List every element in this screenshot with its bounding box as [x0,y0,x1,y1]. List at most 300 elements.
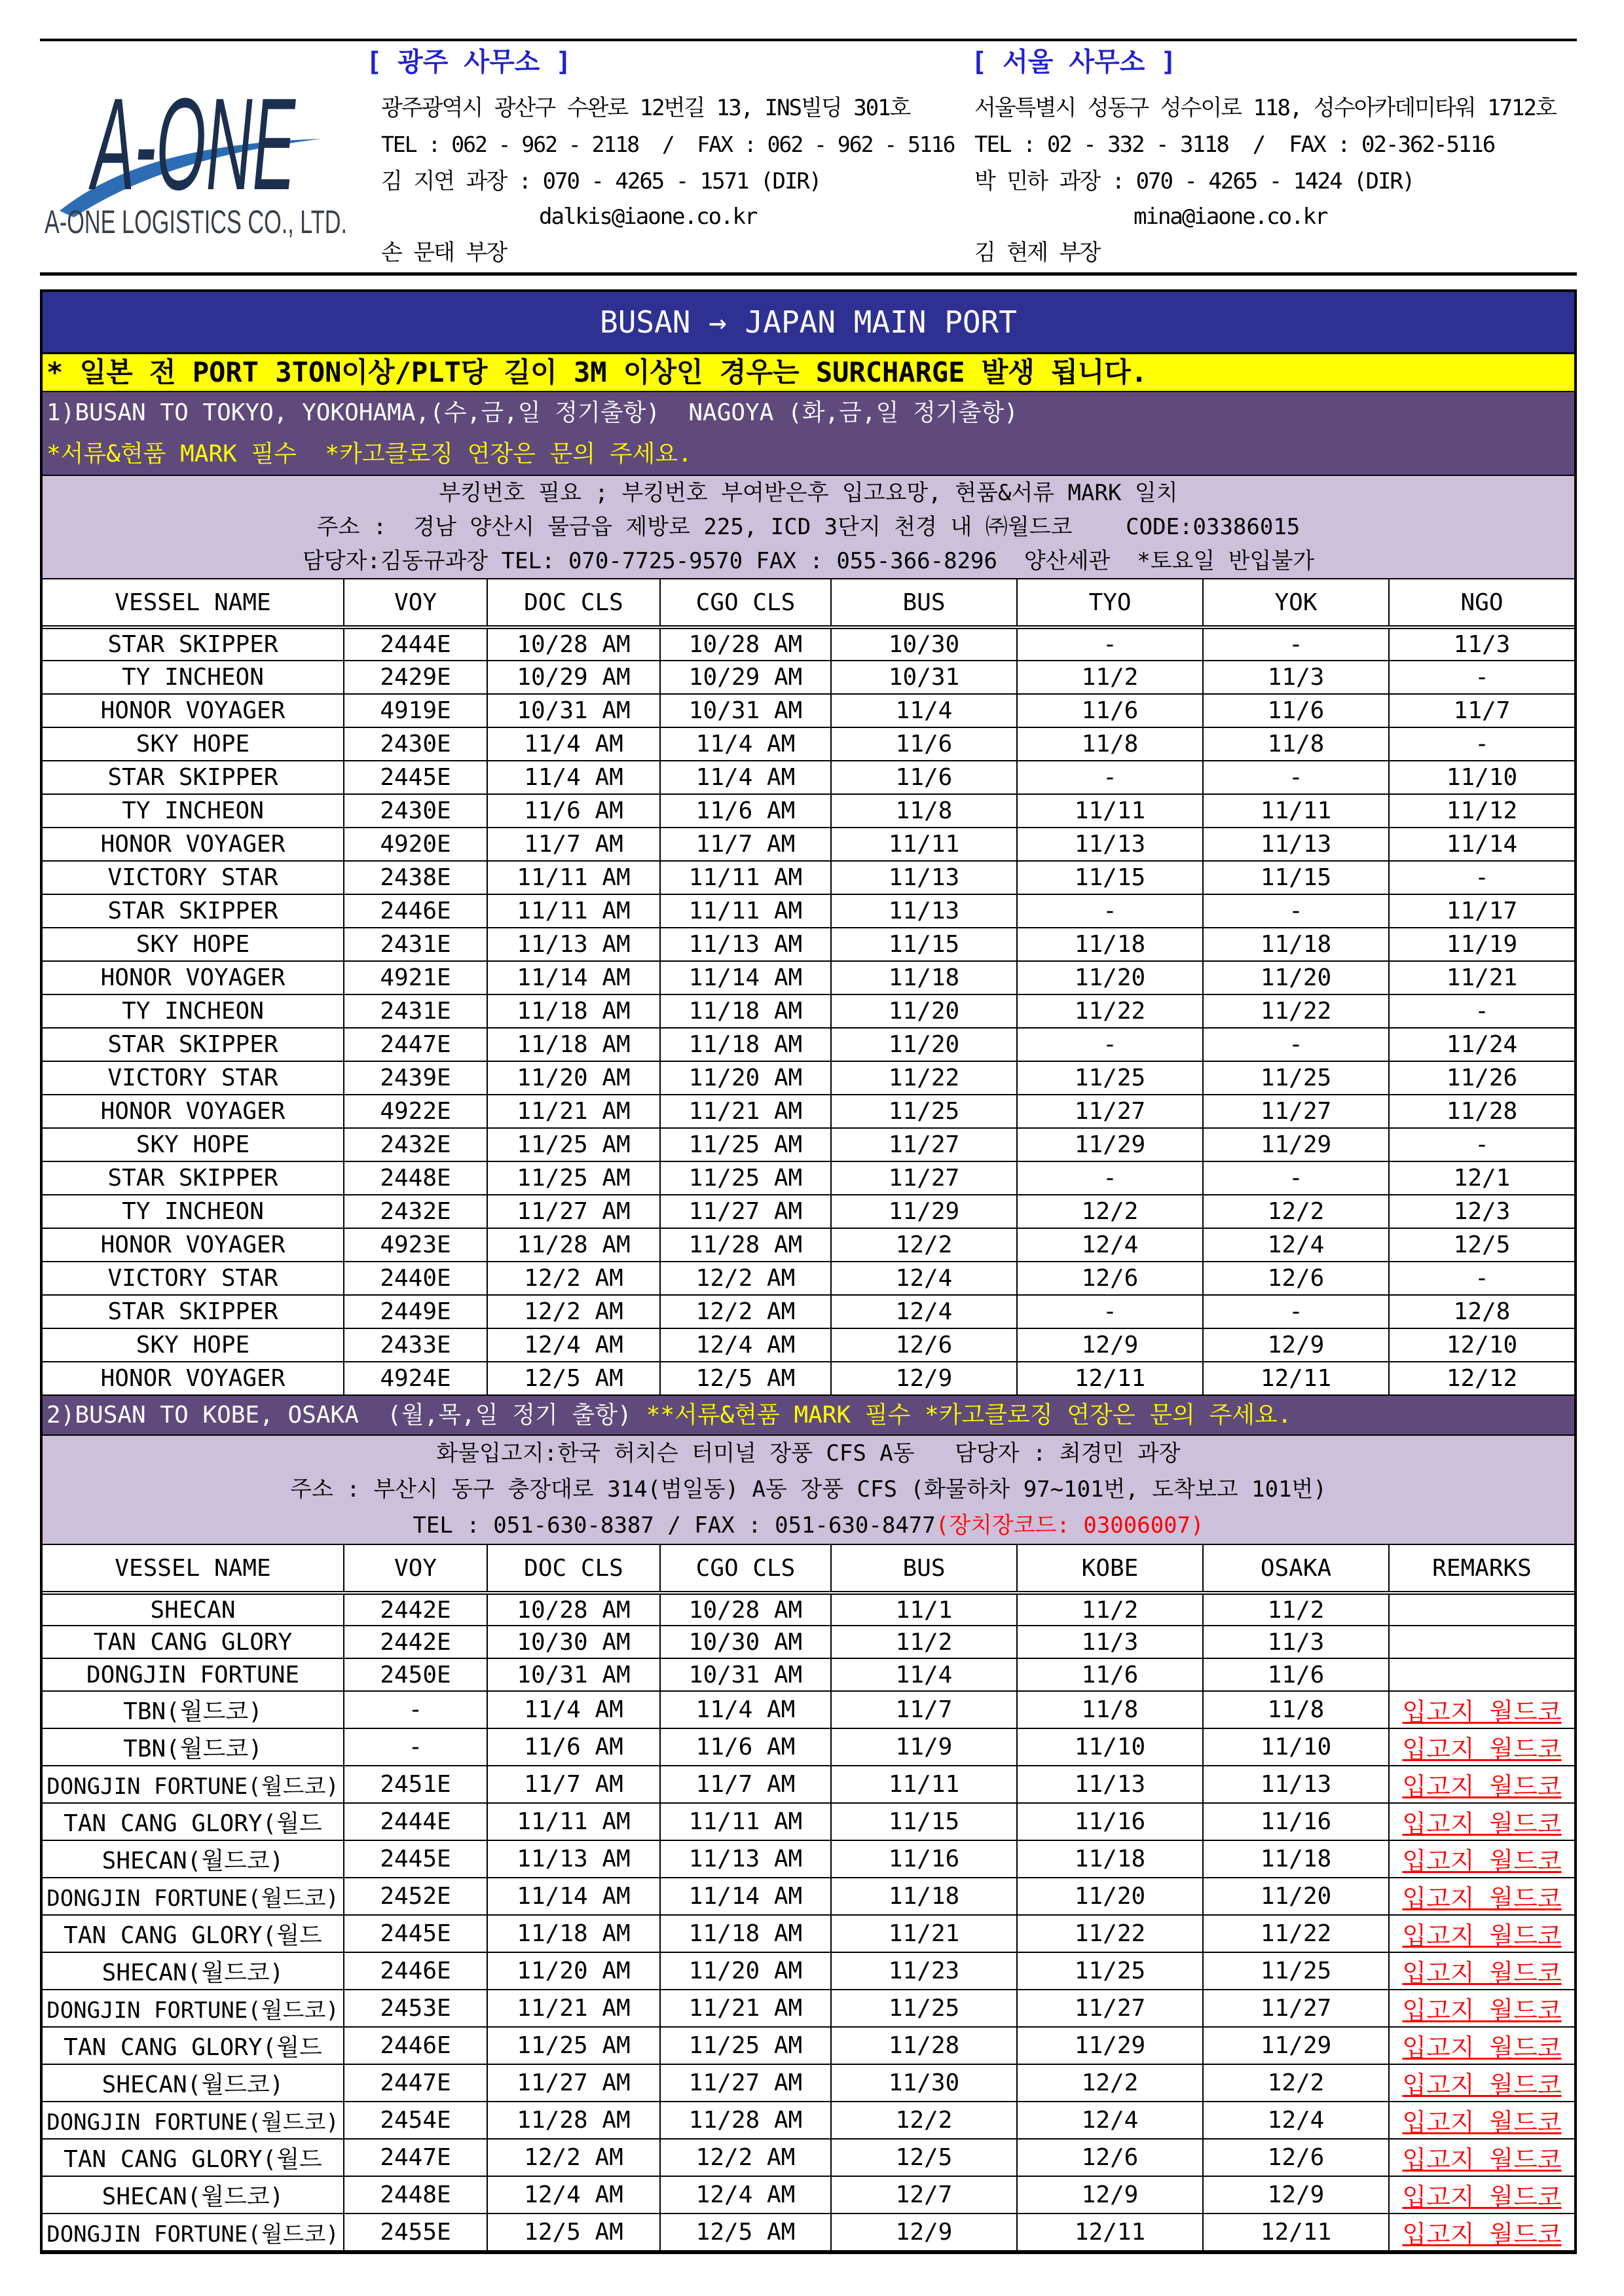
doc-closing-cell: 11/25 AM [487,2027,660,2064]
busan-date-cell: 12/9 [831,2214,1017,2251]
kobe-date-cell: 12/2 [1017,2064,1203,2102]
cargo-closing-cell: 12/5 AM [660,1362,831,1395]
vessel-name-cell: VICTORY STAR [43,1262,344,1295]
busan-date-cell: 11/28 [831,2027,1017,2064]
doc-closing-cell: 11/13 AM [487,1840,660,1878]
busan-date-cell: 11/22 [831,1061,1017,1095]
osaka-date-cell: 12/6 [1203,2139,1389,2176]
busan-date-cell: 11/29 [831,1195,1017,1228]
kobe-date-cell: 11/18 [1017,1840,1203,1878]
yokohama-date-cell: 12/9 [1203,1328,1389,1362]
kobe-date-cell: 11/2 [1017,1593,1203,1626]
doc-closing-cell: 10/31 AM [487,1658,660,1691]
yokohama-date-cell: 11/27 [1203,1095,1389,1128]
doc-closing-cell: 12/2 AM [487,2139,660,2176]
doc-closing-cell: 11/27 AM [487,2064,660,2102]
osaka-date-cell: 11/29 [1203,2027,1389,2064]
schedule-row [43,794,1574,828]
remarks-cell: 입고지 월드코 [1389,1952,1574,1990]
busan-date-cell: 11/8 [831,794,1017,828]
section1-heading: 1)BUSAN TO TOKYO, YOKOHAMA,(수,금,일 정기출항) NAGOYA (화,금,일 정기출항) [43,392,1574,433]
seoul-office-title: [ 서울 사무소 ] [971,47,1177,77]
cargo-closing-cell: 12/5 AM [660,2214,831,2251]
voyage-cell: - [344,1728,487,1766]
kobe-date-cell: 11/13 [1017,1766,1203,1803]
section1-address-info: 주소 : 경남 양산시 물금읍 제방로 225, ICD 3단지 천경 내 ㈜월드코 CODE:03386015 [316,514,1301,540]
voyage-cell: 2446E [344,2027,487,2064]
doc-closing-cell: 10/30 AM [487,1626,660,1658]
tokyo-date-cell: 12/9 [1017,1328,1203,1362]
voyage-cell: 2432E [344,1195,487,1228]
schedule-row [43,1593,1574,1626]
doc-closing-cell: 11/4 AM [487,727,660,761]
schedule-row [43,1095,1574,1128]
doc-closing-cell: 11/11 AM [487,861,660,894]
busan-date-cell: 11/4 [831,694,1017,727]
seoul-office-contact: 박 민하 과장 : 070 - 4265 - 1424 (DIR) [974,168,1414,194]
busan-date-cell: 12/9 [831,1362,1017,1395]
voyage-cell: 4924E [344,1362,487,1395]
busan-date-cell: 11/6 [831,761,1017,794]
gwangju-office-title: [ 광주 사무소 ] [366,47,572,77]
schedule-row [43,1128,1574,1161]
tokyo-date-cell: - [1017,1161,1203,1195]
nagoya-date-cell: 12/1 [1389,1161,1574,1195]
doc-closing-cell: 11/7 AM [487,1766,660,1803]
voyage-cell: 2455E [344,2214,487,2251]
schedule-row [43,694,1574,727]
busan-date-cell: 11/13 [831,894,1017,928]
section2-heading-bar [43,1396,1574,1434]
schedule-row [43,1878,1574,1915]
osaka-date-cell: 12/2 [1203,2064,1389,2102]
vessel-name-cell: TBN(월드코) [43,1691,344,1728]
osaka-date-cell: 11/8 [1203,1691,1389,1728]
busan-date-cell: 11/21 [831,1915,1017,1952]
section2-address-info: 주소 : 부산시 동구 충장대로 314(범일동) A동 장풍 CFS (화물하차 97~101번, 도착보고 101번) [290,1476,1327,1503]
schedule-row [43,1328,1574,1362]
cargo-closing-cell: 11/18 AM [660,1028,831,1061]
section1-note: *서류&현품 MARK 필수 *카고클로징 연장은 문의 주세요. [43,433,1574,475]
nagoya-date-cell: - [1389,727,1574,761]
voyage-cell: 4922E [344,1095,487,1128]
cargo-closing-cell: 10/29 AM [660,661,831,694]
cargo-closing-cell: 12/4 AM [660,1328,831,1362]
busan-date-cell: 11/30 [831,2064,1017,2102]
cargo-closing-cell: 11/4 AM [660,761,831,794]
remarks-cell: 입고지 월드코 [1389,1878,1574,1915]
col-vessel-name: VESSEL NAME [43,579,344,627]
busan-date-cell: 11/4 [831,1658,1017,1691]
section1-booking-info: 부킹번호 필요 ; 부킹번호 부여받은후 입고요망, 현품&서류 MARK 일치 [439,480,1178,506]
yokohama-date-cell: - [1203,761,1389,794]
nagoya-date-cell: - [1389,661,1574,694]
tokyo-date-cell: 11/27 [1017,1095,1203,1128]
section2-note: **서류&현품 MARK 필수 *카고클로징 연장은 문의 주세요. [646,1402,1292,1429]
busan-date-cell: 11/18 [831,1878,1017,1915]
doc-closing-cell: 12/5 AM [487,2214,660,2251]
busan-date-cell: 11/25 [831,1095,1017,1128]
vessel-name-cell: SHECAN(월드코) [43,1952,344,1990]
vessel-name-cell: TAN CANG GLORY(월드 [43,2027,344,2064]
voyage-cell: 4920E [344,828,487,861]
voyage-cell: 2451E [344,1766,487,1803]
remarks-cell: 입고지 월드코 [1389,1803,1574,1840]
remarks-cell: 입고지 월드코 [1389,2176,1574,2214]
col-kobe: KOBE [1017,1544,1203,1593]
vessel-name-cell: TY INCHEON [43,661,344,694]
doc-closing-cell: 10/28 AM [487,627,660,661]
osaka-date-cell: 11/16 [1203,1803,1389,1840]
schedule-row [43,1803,1574,1840]
voyage-cell: 2444E [344,1803,487,1840]
busan-date-cell: 11/18 [831,961,1017,994]
voyage-cell: 2442E [344,1626,487,1658]
vessel-name-cell: DONGJIN FORTUNE(월드코) [43,1990,344,2027]
nagoya-date-cell: - [1389,861,1574,894]
kobe-date-cell: 11/10 [1017,1728,1203,1766]
cargo-closing-cell: 10/28 AM [660,1593,831,1626]
tokyo-date-cell: - [1017,894,1203,928]
cargo-closing-cell: 11/13 AM [660,1840,831,1878]
busan-date-cell: 11/16 [831,1840,1017,1878]
doc-closing-cell: 11/20 AM [487,1061,660,1095]
vessel-name-cell: SKY HOPE [43,1128,344,1161]
voyage-cell: - [344,1691,487,1728]
tokyo-date-cell: 11/18 [1017,928,1203,961]
cargo-closing-cell: 11/14 AM [660,1878,831,1915]
vessel-name-cell: TY INCHEON [43,994,344,1028]
busan-date-cell: 11/9 [831,1728,1017,1766]
vessel-name-cell: HONOR VOYAGER [43,1228,344,1262]
nagoya-date-cell: 11/17 [1389,894,1574,928]
yokohama-date-cell: 12/6 [1203,1262,1389,1295]
cargo-closing-cell: 10/28 AM [660,627,831,661]
remarks-cell [1389,1626,1574,1658]
nagoya-date-cell: - [1389,1262,1574,1295]
surcharge-notice: * 일본 전 PORT 3TON이상/PLT당 길이 3M 이상인 경우는 SURCHARGE 발생 됩니다. [43,354,1574,392]
column-header-row [43,1544,1574,1593]
schedule-row [43,661,1574,694]
doc-closing-cell: 11/7 AM [487,828,660,861]
nagoya-date-cell: 12/10 [1389,1328,1574,1362]
column-header-row [43,579,1574,627]
cargo-closing-cell: 11/25 AM [660,2027,831,2064]
schedule-row [43,894,1574,928]
busan-date-cell: 12/4 [831,1295,1017,1328]
doc-closing-cell: 10/28 AM [487,1593,660,1626]
gwangju-office-address: 광주광역시 광산구 수완로 12번길 13, INS빌딩 301호 [381,95,910,121]
busan-date-cell: 11/27 [831,1161,1017,1195]
busan-date-cell: 11/13 [831,861,1017,894]
kobe-date-cell: 12/4 [1017,2102,1203,2139]
cargo-closing-cell: 11/27 AM [660,2064,831,2102]
gwangju-office-phone: TEL : 062 - 962 - 2118 / FAX : 062 - 962 - 5116 [381,132,955,157]
vessel-name-cell: DONGJIN FORTUNE(월드코) [43,2214,344,2251]
remarks-cell: 입고지 월드코 [1389,2064,1574,2102]
voyage-cell: 2442E [344,1593,487,1626]
voyage-cell: 2446E [344,1952,487,1990]
tokyo-date-cell: 11/2 [1017,661,1203,694]
voyage-cell: 4919E [344,694,487,727]
busan-date-cell: 12/2 [831,1228,1017,1262]
yokohama-date-cell: 11/6 [1203,694,1389,727]
kobe-date-cell: 11/16 [1017,1803,1203,1840]
voyage-cell: 2448E [344,2176,487,2214]
header-bottom-rule [40,272,1577,276]
tokyo-date-cell: 11/22 [1017,994,1203,1028]
schedule-row [43,2102,1574,2139]
schedule-row [43,2214,1574,2251]
osaka-date-cell: 11/13 [1203,1766,1389,1803]
busan-date-cell: 11/20 [831,994,1017,1028]
yokohama-date-cell: - [1203,1161,1389,1195]
nagoya-date-cell: 11/19 [1389,928,1574,961]
nagoya-date-cell: - [1389,1128,1574,1161]
remarks-cell: 입고지 월드코 [1389,2214,1574,2251]
schedule-row [43,1061,1574,1095]
cargo-closing-cell: 11/20 AM [660,1952,831,1990]
busan-date-cell: 10/31 [831,661,1017,694]
kobe-date-cell: 11/25 [1017,1952,1203,1990]
vessel-name-cell: STAR SKIPPER [43,1161,344,1195]
vessel-name-cell: HONOR VOYAGER [43,1362,344,1395]
busan-date-cell: 10/30 [831,627,1017,661]
remarks-cell: 입고지 월드코 [1389,1766,1574,1803]
cargo-closing-cell: 10/31 AM [660,1658,831,1691]
voyage-cell: 4921E [344,961,487,994]
voyage-cell: 2449E [344,1295,487,1328]
remarks-cell: 입고지 월드코 [1389,2027,1574,2064]
col-cargo-closing: CGO CLS [660,579,831,627]
voyage-cell: 2431E [344,928,487,961]
schedule-row [43,828,1574,861]
cargo-closing-cell: 11/28 AM [660,1228,831,1262]
tokyo-date-cell: 11/6 [1017,694,1203,727]
schedule-row [43,2027,1574,2064]
seoul-office-phone: TEL : 02 - 332 - 3118 / FAX : 02-362-5116 [974,132,1495,158]
kobe-date-cell: 12/6 [1017,2139,1203,2176]
vessel-name-cell: SHECAN(월드코) [43,2176,344,2214]
voyage-cell: 2447E [344,2139,487,2176]
yokohama-date-cell: 11/29 [1203,1128,1389,1161]
gwangju-office-contact: 김 지연 과장 : 070 - 4265 - 1571 (DIR) [381,168,821,194]
doc-closing-cell: 12/4 AM [487,2176,660,2214]
doc-closing-cell: 11/6 AM [487,794,660,828]
vessel-name-cell: SHECAN [43,1593,344,1626]
kobe-date-cell: 12/11 [1017,2214,1203,2251]
vessel-name-cell: STAR SKIPPER [43,761,344,794]
tokyo-date-cell: 11/25 [1017,1061,1203,1095]
nagoya-date-cell: - [1389,994,1574,1028]
company-logo [40,65,367,262]
yokohama-date-cell: 12/4 [1203,1228,1389,1262]
tokyo-date-cell: - [1017,627,1203,661]
voyage-cell: 2438E [344,861,487,894]
seoul-office-email: mina@iaone.co.kr [1134,204,1327,230]
nagoya-date-cell: 11/12 [1389,794,1574,828]
schedule-row [43,2064,1574,2102]
doc-closing-cell: 11/4 AM [487,761,660,794]
voyage-cell: 4923E [344,1228,487,1262]
voyage-cell: 2440E [344,1262,487,1295]
vessel-name-cell: SKY HOPE [43,727,344,761]
doc-closing-cell: 11/18 AM [487,994,660,1028]
tokyo-date-cell: 12/11 [1017,1362,1203,1395]
osaka-date-cell: 11/22 [1203,1915,1389,1952]
busan-date-cell: 12/6 [831,1328,1017,1362]
remarks-cell: 입고지 월드코 [1389,1840,1574,1878]
nagoya-date-cell: 11/21 [1389,961,1574,994]
col-cargo-closing: CGO CLS [660,1544,831,1593]
col-yokohama: YOK [1203,579,1389,627]
voyage-cell: 2447E [344,1028,487,1061]
schedule-row [43,1766,1574,1803]
section2-warehouse-info: 화물입고지:한국 허치슨 터미널 장풍 CFS A동 담당자 : 최경민 과장 [436,1440,1181,1467]
voyage-cell: 2433E [344,1328,487,1362]
doc-closing-cell: 11/11 AM [487,1803,660,1840]
busan-date-cell: 11/11 [831,1766,1017,1803]
yokohama-date-cell: 11/25 [1203,1061,1389,1095]
schedule-row [43,1658,1574,1691]
remarks-cell: 입고지 월드코 [1389,1915,1574,1952]
cargo-closing-cell: 11/6 AM [660,1728,831,1766]
kobe-date-cell: 11/20 [1017,1878,1203,1915]
tokyo-date-cell: 11/13 [1017,828,1203,861]
cargo-closing-cell: 12/4 AM [660,2176,831,2214]
tokyo-date-cell: 11/11 [1017,794,1203,828]
vessel-name-cell: HONOR VOYAGER [43,1095,344,1128]
busan-date-cell: 12/5 [831,2139,1017,2176]
nagoya-date-cell: 11/7 [1389,694,1574,727]
voyage-cell: 2445E [344,1915,487,1952]
kobe-date-cell: 11/29 [1017,2027,1203,2064]
schedule-row [43,1840,1574,1878]
schedule-row [43,928,1574,961]
schedule-sheet [40,289,1577,2254]
doc-closing-cell: 11/14 AM [487,961,660,994]
nagoya-date-cell: 12/5 [1389,1228,1574,1262]
tokyo-date-cell: 12/4 [1017,1228,1203,1262]
cargo-closing-cell: 11/20 AM [660,1061,831,1095]
doc-closing-cell: 11/21 AM [487,1990,660,2027]
cargo-closing-cell: 11/25 AM [660,1161,831,1195]
doc-closing-cell: 11/28 AM [487,2102,660,2139]
cargo-closing-cell: 11/14 AM [660,961,831,994]
vessel-name-cell: TBN(월드코) [43,1728,344,1766]
voyage-cell: 2446E [344,894,487,928]
remarks-cell: 입고지 월드코 [1389,2102,1574,2139]
busan-date-cell: 11/7 [831,1691,1017,1728]
cargo-closing-cell: 11/11 AM [660,1803,831,1840]
schedule-row [43,1028,1574,1061]
section1-schedule-table [43,578,1574,1396]
vessel-name-cell: DONGJIN FORTUNE(월드코) [43,2102,344,2139]
schedule-row [43,994,1574,1028]
busan-date-cell: 11/15 [831,928,1017,961]
vessel-name-cell: TAN CANG GLORY [43,1626,344,1658]
doc-closing-cell: 11/28 AM [487,1228,660,1262]
schedule-row [43,2176,1574,2214]
tokyo-date-cell: 11/20 [1017,961,1203,994]
doc-closing-cell: 11/13 AM [487,928,660,961]
remarks-cell: 입고지 월드코 [1389,1990,1574,2027]
cargo-closing-cell: 10/30 AM [660,1626,831,1658]
vessel-name-cell: TAN CANG GLORY(월드 [43,1803,344,1840]
schedule-row [43,1990,1574,2027]
doc-closing-cell: 12/4 AM [487,1328,660,1362]
voyage-cell: 2448E [344,1161,487,1195]
osaka-date-cell: 11/25 [1203,1952,1389,1990]
busan-date-cell: 11/2 [831,1626,1017,1658]
schedule-row [43,1161,1574,1195]
cargo-closing-cell: 11/11 AM [660,894,831,928]
route-title: BUSAN → JAPAN MAIN PORT [43,292,1574,354]
section1-info [43,475,1574,578]
col-busan: BUS [831,1544,1017,1593]
col-voyage: VOY [344,579,487,627]
yokohama-date-cell: - [1203,894,1389,928]
busan-date-cell: 11/15 [831,1803,1017,1840]
vessel-name-cell: STAR SKIPPER [43,627,344,661]
osaka-date-cell: 11/27 [1203,1990,1389,2027]
remarks-cell: 입고지 월드코 [1389,2139,1574,2176]
yokohama-date-cell: 11/15 [1203,861,1389,894]
doc-closing-cell: 11/25 AM [487,1128,660,1161]
col-doc-closing: DOC CLS [487,1544,660,1593]
voyage-cell: 2429E [344,661,487,694]
cargo-closing-cell: 12/2 AM [660,1295,831,1328]
cargo-closing-cell: 12/2 AM [660,1262,831,1295]
tokyo-date-cell: 11/8 [1017,727,1203,761]
vessel-name-cell: HONOR VOYAGER [43,828,344,861]
schedule-row [43,627,1574,661]
col-vessel-name: VESSEL NAME [43,1544,344,1593]
doc-closing-cell: 11/27 AM [487,1195,660,1228]
vessel-name-cell: HONOR VOYAGER [43,961,344,994]
cargo-closing-cell: 11/4 AM [660,1691,831,1728]
doc-closing-cell: 11/6 AM [487,1728,660,1766]
voyage-cell: 2445E [344,1840,487,1878]
osaka-date-cell: 11/10 [1203,1728,1389,1766]
vessel-name-cell: STAR SKIPPER [43,894,344,928]
yokohama-date-cell: 11/22 [1203,994,1389,1028]
yokohama-date-cell: 11/20 [1203,961,1389,994]
doc-closing-cell: 11/11 AM [487,894,660,928]
schedule-row [43,1626,1574,1658]
voyage-cell: 2444E [344,627,487,661]
vessel-name-cell: TAN CANG GLORY(월드 [43,2139,344,2176]
col-busan: BUS [831,579,1017,627]
cargo-closing-cell: 11/18 AM [660,994,831,1028]
section2-info [43,1434,1574,1544]
cargo-closing-cell: 11/18 AM [660,1915,831,1952]
schedule-row [43,1262,1574,1295]
vessel-name-cell: STAR SKIPPER [43,1028,344,1061]
kobe-date-cell: 11/8 [1017,1691,1203,1728]
yokohama-date-cell: - [1203,627,1389,661]
seoul-office-manager: 김 현제 부장 [974,240,1100,266]
voyage-cell: 2430E [344,794,487,828]
section2-schedule-table [43,1544,1574,2251]
doc-closing-cell: 10/31 AM [487,694,660,727]
remarks-cell: 입고지 월드코 [1389,1691,1574,1728]
schedule-row [43,961,1574,994]
busan-date-cell: 11/20 [831,1028,1017,1061]
vessel-name-cell: SHECAN(월드코) [43,1840,344,1878]
schedule-row [43,727,1574,761]
schedule-row [43,861,1574,894]
